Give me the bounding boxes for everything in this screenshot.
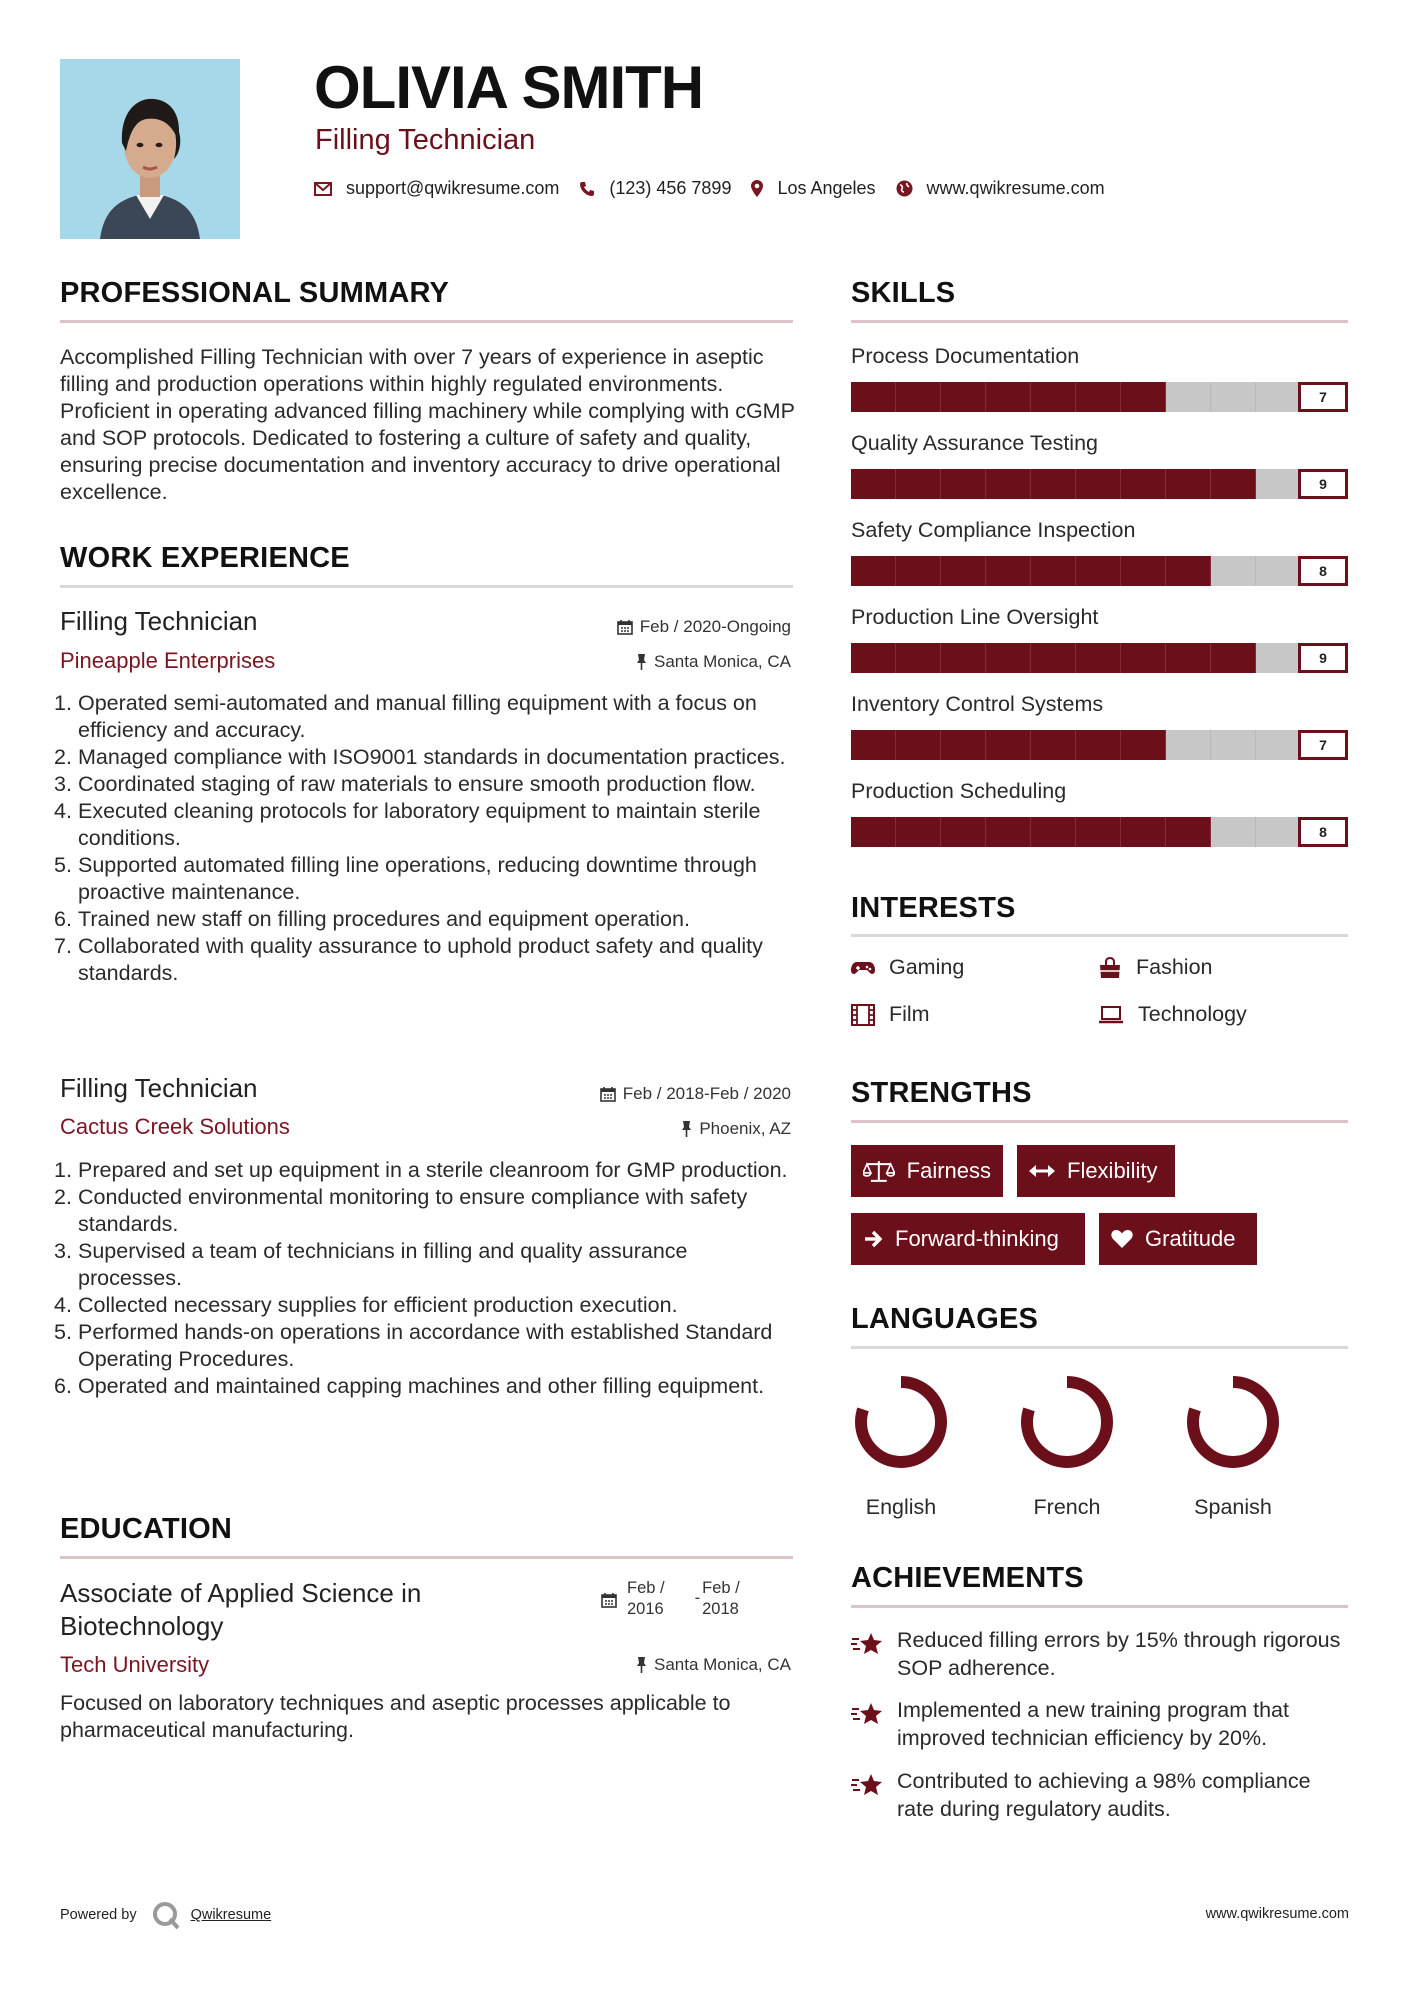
education-location-text: Santa Monica, CA: [653, 1655, 791, 1674]
list-item: 3. Supervised a team of technicians in filling and quality assurance processes.: [54, 1239, 688, 1290]
skill-bar-segment: [1166, 556, 1211, 586]
list-item: 3. Coordinated staging of raw materials to ensure smooth production flow.: [54, 772, 756, 796]
language-proficiency-ring: [851, 1372, 951, 1472]
phone-icon: [579, 181, 595, 197]
skill-score: 7: [1298, 382, 1348, 412]
phone-text: (123) 456 7899: [609, 178, 732, 198]
job-company: Cactus Creek Solutions: [60, 1114, 290, 1139]
list-item: 4. Executed cleaning protocols for laboratory equipment to maintain sterile conditions.: [54, 799, 761, 850]
strength-fairness: Fairness: [851, 1145, 1003, 1197]
skill-bar-segment: [986, 469, 1031, 499]
skill-bar-segment: [1256, 469, 1301, 499]
skill-bar-segment: [1211, 643, 1256, 673]
strength-forward-thinking: Forward-thinking: [851, 1213, 1085, 1265]
balance-scale-icon: [863, 1159, 895, 1183]
job-location: [636, 652, 791, 672]
skill-bar-segment: [1166, 469, 1211, 499]
job-dates: [600, 1084, 791, 1104]
skill-bar: [851, 469, 1348, 499]
interests-divider: [851, 934, 1348, 937]
film-icon: [851, 1004, 875, 1026]
calendar-icon: [600, 1086, 616, 1102]
job-location: [681, 1119, 791, 1139]
language-item: [846, 1372, 956, 1520]
skill-bar-segment: [1166, 817, 1211, 847]
skill-bar-segment: [986, 643, 1031, 673]
skill-bar-segment: [896, 556, 941, 586]
skill-bar-segment: [1031, 469, 1076, 499]
skill-bar-segment: [1121, 469, 1166, 499]
contact-bar: [314, 178, 1125, 199]
education-location: [636, 1655, 791, 1675]
candidate-name: OLIVIA SMITH: [314, 54, 704, 121]
job-responsibilities: [54, 690, 795, 987]
calendar-icon: [601, 1592, 617, 1608]
globe-icon: [896, 180, 913, 197]
shooting-star-icon: [851, 1631, 883, 1657]
skill-label: Safety Compliance Inspection: [851, 518, 1136, 542]
skill-label: Production Scheduling: [851, 779, 1067, 803]
skill-bar-segment: [851, 469, 896, 499]
skill-bar-segment: [851, 817, 896, 847]
achievement-item: Implemented a new training program that improved technician efficiency by 20%.: [851, 1696, 1351, 1752]
skill-bar-segment: [896, 469, 941, 499]
skill-score: 8: [1298, 817, 1348, 847]
job-responsibilities: [54, 1157, 795, 1400]
gamepad-icon: [851, 960, 875, 976]
skill-bar-segment: [1166, 643, 1211, 673]
pushpin-icon: [636, 654, 647, 670]
skill-bar-segment: [1166, 382, 1211, 412]
skill-label: Inventory Control Systems: [851, 692, 1104, 716]
skill-bar-segment: [941, 469, 986, 499]
skill-bar-segment: [1121, 382, 1166, 412]
achievements-divider: [851, 1605, 1348, 1608]
job-location-text: Santa Monica, CA: [653, 652, 791, 671]
heart-icon: [1111, 1229, 1133, 1249]
map-marker-icon: [751, 180, 763, 197]
education-dates: [601, 1578, 740, 1620]
skill-bar-segment: [896, 643, 941, 673]
qwikresume-link[interactable]: Qwikresume: [190, 1907, 272, 1923]
language-proficiency-arc: [1193, 1382, 1273, 1462]
skill-bar-segment: [1076, 469, 1121, 499]
language-name: English: [865, 1495, 937, 1519]
skill-bar: [851, 730, 1348, 760]
list-item: 1. Prepared and set up equipment in a sterile cleanroom for GMP production.: [54, 1158, 788, 1182]
skill-bar-segment: [986, 817, 1031, 847]
profile-photo: [60, 59, 240, 239]
list-item: 2. Conducted environmental monitoring to ensure compliance with safety standards.: [54, 1185, 748, 1236]
footer-powered-by: Powered by Qwikresume: [60, 1900, 271, 1930]
pushpin-icon: [636, 1657, 647, 1673]
language-proficiency-arc: [1027, 1382, 1107, 1462]
education-start-date: Feb / 2016: [627, 1579, 665, 1618]
skill-bar-segment: [1121, 556, 1166, 586]
summary-divider: [60, 320, 793, 323]
achievement-item: Reduced filling errors by 15% through rigorous SOP adherence.: [851, 1626, 1351, 1682]
education-end-date: Feb / 2018: [702, 1579, 740, 1618]
skill-bar-segment: [1121, 817, 1166, 847]
skill-bar-segment: [1256, 817, 1301, 847]
qwikresume-logo-icon: [151, 1900, 181, 1930]
experience-divider: [60, 585, 793, 588]
skill-bar-segment: [1211, 556, 1256, 586]
skill-bar-segment: [896, 817, 941, 847]
skill-bar-segment: [986, 556, 1031, 586]
experience-heading: WORK EXPERIENCE: [60, 542, 350, 574]
skill-bar: [851, 556, 1348, 586]
location-text: Los Angeles: [777, 178, 876, 198]
contact-location: [751, 178, 875, 199]
education-heading: EDUCATION: [60, 1513, 233, 1545]
skill-score: 8: [1298, 556, 1348, 586]
contact-website[interactable]: [896, 178, 1105, 199]
list-item: 6. Operated and maintained capping machines and other filling equipment.: [54, 1374, 765, 1398]
list-item: 5. Performed hands-on operations in accordance with established Standard Operating Procedures.: [54, 1320, 773, 1371]
skill-bar-segment: [1031, 556, 1076, 586]
language-proficiency-ring: [1017, 1372, 1117, 1472]
skill-bar-segment: [941, 730, 986, 760]
skill-bar-segment: [1121, 643, 1166, 673]
interests-heading: INTERESTS: [851, 892, 1016, 924]
envelope-icon: [314, 182, 332, 196]
language-item: [1178, 1372, 1288, 1520]
email-text: support@qwikresume.com: [346, 178, 560, 198]
skill-bar: [851, 643, 1348, 673]
skill-label: Production Line Oversight: [851, 605, 1099, 629]
strengths-divider: [851, 1120, 1348, 1123]
skill-bar-segment: [986, 382, 1031, 412]
strength-flexibility: Flexibility: [1017, 1145, 1175, 1197]
skill-bar-segment: [1031, 730, 1076, 760]
footer-url[interactable]: www.qwikresume.com: [1205, 1906, 1349, 1922]
shooting-star-icon: [851, 1701, 883, 1727]
skill-bar-segment: [1076, 817, 1121, 847]
candidate-title: Filling Technician: [315, 124, 536, 156]
contact-phone[interactable]: [579, 178, 731, 199]
education-degree: Associate of Applied Science in Biotechnology: [60, 1578, 422, 1641]
skill-bar-segment: [1256, 730, 1301, 760]
shooting-star-icon: [851, 1772, 883, 1798]
skill-label: Process Documentation: [851, 344, 1080, 368]
summary-heading: PROFESSIONAL SUMMARY: [60, 277, 450, 309]
shopping-bag-icon: [1098, 957, 1122, 979]
job-title: Filling Technician: [60, 1073, 258, 1103]
skill-bar-segment: [851, 382, 896, 412]
strengths-heading: STRENGTHS: [851, 1077, 1032, 1109]
strength-gratitude: Gratitude: [1099, 1213, 1257, 1265]
skill-bar-segment: [1121, 730, 1166, 760]
skill-bar-segment: [986, 730, 1031, 760]
skill-bar-segment: [1031, 643, 1076, 673]
skill-bar-segment: [851, 730, 896, 760]
language-proficiency-ring: [1183, 1372, 1283, 1472]
skill-label: Quality Assurance Testing: [851, 431, 1098, 455]
skills-heading: SKILLS: [851, 277, 956, 309]
skill-bar-segment: [941, 817, 986, 847]
language-name: Spanish: [1194, 1495, 1272, 1519]
achievements-heading: ACHIEVEMENTS: [851, 1562, 1084, 1594]
skill-bar-segment: [896, 382, 941, 412]
website-text: www.qwikresume.com: [926, 178, 1105, 198]
skill-bar-segment: [1076, 382, 1121, 412]
arrow-right-icon: [863, 1229, 883, 1249]
list-item: 2. Managed compliance with ISO9001 standards in documentation practices.: [54, 745, 786, 769]
contact-email[interactable]: [314, 178, 559, 199]
skill-bar-segment: [1256, 643, 1301, 673]
laptop-icon: [1098, 1006, 1124, 1024]
job-dates: [617, 617, 791, 637]
skill-score: 7: [1298, 730, 1348, 760]
language-name: French: [1033, 1495, 1101, 1519]
education-school: Tech University: [60, 1652, 210, 1677]
job-location-text: Phoenix, AZ: [699, 1119, 791, 1138]
education-description: Focused on laboratory techniques and aseptic processes applicable to pharmaceutical manufacturing.: [60, 1691, 731, 1742]
skill-bar-segment: [1256, 556, 1301, 586]
list-item: 4. Collected necessary supplies for efficient production execution.: [54, 1293, 678, 1317]
skill-score: 9: [1298, 469, 1348, 499]
skill-bar-segment: [1211, 469, 1256, 499]
list-item: 6. Trained new staff on filling procedures and equipment operation.: [54, 907, 690, 931]
list-item: 5. Supported automated filling line operations, reducing downtime through proactive maintenance.: [54, 853, 757, 904]
list-item: 1. Operated semi-automated and manual filling equipment with a focus on efficiency and accuracy.: [54, 691, 757, 742]
skill-bar-segment: [896, 730, 941, 760]
summary-text: Accomplished Filling Technician with over 7 years of experience in aseptic filling and production operations within highly regulated environments. Proficient in operating advanced filling machinery while complying with cGMP and SOP protocols. Dedicated to fostering a culture of safety and quality, ensuring precise documentation and inventory accuracy to drive operational excellence.: [60, 345, 795, 504]
interest-fashion: Fashion: [1098, 955, 1213, 980]
skill-bar-segment: [1211, 730, 1256, 760]
calendar-icon: [617, 619, 633, 635]
languages-heading: LANGUAGES: [851, 1303, 1039, 1335]
interest-film: Film: [851, 1002, 930, 1027]
skill-bar-segment: [1076, 730, 1121, 760]
skill-bar-segment: [1256, 382, 1301, 412]
skill-bar-segment: [1166, 730, 1211, 760]
arrows-horizontal-icon: [1029, 1164, 1055, 1178]
interest-technology: Technology: [1098, 1002, 1247, 1027]
achievement-item: Contributed to achieving a 98% compliance rate during regulatory audits.: [851, 1767, 1351, 1823]
skill-bar-segment: [851, 556, 896, 586]
skill-score: 9: [1298, 643, 1348, 673]
education-date-separator: -: [694, 1589, 701, 1607]
skill-bar-segment: [941, 382, 986, 412]
skills-divider: [851, 320, 1348, 323]
job-dates-text: Feb / 2020-Ongoing: [639, 617, 791, 636]
skill-bar: [851, 817, 1348, 847]
job-title: Filling Technician: [60, 606, 258, 636]
language-item: [1012, 1372, 1122, 1520]
languages-divider: [851, 1346, 1348, 1349]
skill-bar: [851, 382, 1348, 412]
skill-bar-segment: [1031, 382, 1076, 412]
education-divider: [60, 1556, 793, 1559]
skill-bar-segment: [1076, 556, 1121, 586]
interest-gaming: Gaming: [851, 955, 964, 980]
skill-bar-segment: [941, 643, 986, 673]
job-company: Pineapple Enterprises: [60, 648, 276, 673]
skill-bar-segment: [1211, 382, 1256, 412]
language-proficiency-arc: [861, 1382, 941, 1462]
skill-bar-segment: [1031, 817, 1076, 847]
skill-bar-segment: [941, 556, 986, 586]
list-item: 7. Collaborated with quality assurance to uphold product safety and quality standards.: [54, 934, 763, 985]
skill-bar-segment: [851, 643, 896, 673]
job-dates-text: Feb / 2018-Feb / 2020: [622, 1084, 791, 1103]
pushpin-icon: [681, 1121, 692, 1137]
skill-bar-segment: [1211, 817, 1256, 847]
skill-bar-segment: [1076, 643, 1121, 673]
portrait-image: [60, 59, 240, 239]
